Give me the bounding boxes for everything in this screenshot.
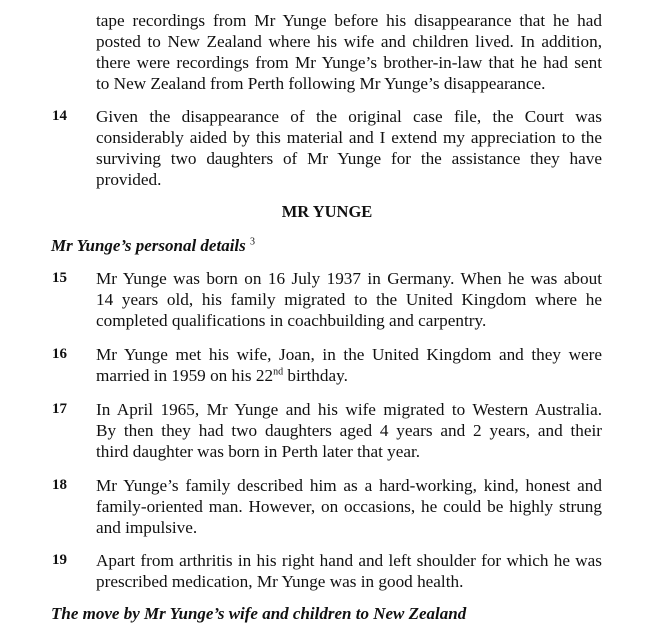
text-line: surviving two daughters of Mr Yunge for the assistance they have <box>96 149 602 168</box>
subheading-move-to-new-zealand <box>51 604 466 624</box>
text-line: considerably aided by this material and I extend my appreciation to the <box>96 128 602 147</box>
text-line: prescribed medication, Mr Yunge was in good health. <box>96 572 464 591</box>
text-line: completed qualifications in coachbuilding and carpentry. <box>96 311 487 330</box>
ordinal-suffix: nd <box>273 366 284 378</box>
text-line: and impulsive. <box>96 518 198 537</box>
paragraph-number: 19 <box>52 552 67 568</box>
paragraph-number: 17 <box>52 401 67 417</box>
footnote-reference: 3 <box>250 236 256 248</box>
text-line: there were recordings from Mr Yunge’s brother-in-law that he had sent <box>96 53 602 72</box>
text-line: posted to New Zealand where his wife and children lived. In addition, <box>96 32 602 51</box>
paragraph-text <box>96 550 602 592</box>
text-line: Given the disappearance of the original case file, the Court was <box>96 107 602 126</box>
text-line: In April 1965, Mr Yunge and his wife migrated to Western Australia. <box>96 400 602 419</box>
text-line: family-oriented man. However, on occasions, he could be highly strung <box>96 497 602 516</box>
paragraph-number: 15 <box>52 270 67 286</box>
subheading-text: The move by Mr Yunge’s wife and children to New Zealand <box>51 604 467 623</box>
section-heading: MR YUNGE <box>281 202 373 221</box>
text-line: third daughter was born in Perth later that year. <box>96 442 421 461</box>
paragraph-text <box>96 344 602 386</box>
text-line: Apart from arthritis in his right hand and left shoulder for which he was <box>96 551 602 570</box>
text-line: 14 years old, his family migrated to the United Kingdom where he <box>96 290 602 309</box>
paragraph-number: 18 <box>52 477 67 493</box>
text-line: tape recordings from Mr Yunge before his disappearance that he had <box>96 11 602 30</box>
text-line: provided. <box>96 170 162 189</box>
subheading-text: Mr Yunge’s personal details <box>51 236 246 255</box>
paragraph-text <box>96 475 602 538</box>
paragraph-text <box>96 10 602 94</box>
text-line <box>96 365 602 386</box>
paragraph-text <box>96 268 602 331</box>
text-fragment: married in 1959 on his 22 <box>96 366 274 385</box>
text-line: By then they had two daughters aged 4 years and 2 years, and their <box>96 421 602 440</box>
text-line: Mr Yunge’s family described him as a hard-working, kind, honest and <box>96 476 602 495</box>
paragraph-text <box>96 106 602 190</box>
paragraph-number: 16 <box>52 346 67 362</box>
text-fragment: birthday. <box>283 366 348 385</box>
text-line: to New Zealand from Perth following Mr Yunge’s disappearance. <box>96 74 546 93</box>
text-line: Mr Yunge was born on 16 July 1937 in Germany. When he was about <box>96 269 602 288</box>
subheading-personal-details <box>51 236 255 256</box>
paragraph-number: 14 <box>52 108 67 124</box>
text-line: Mr Yunge met his wife, Joan, in the United Kingdom and they were <box>96 345 602 364</box>
paragraph-text <box>96 399 602 462</box>
